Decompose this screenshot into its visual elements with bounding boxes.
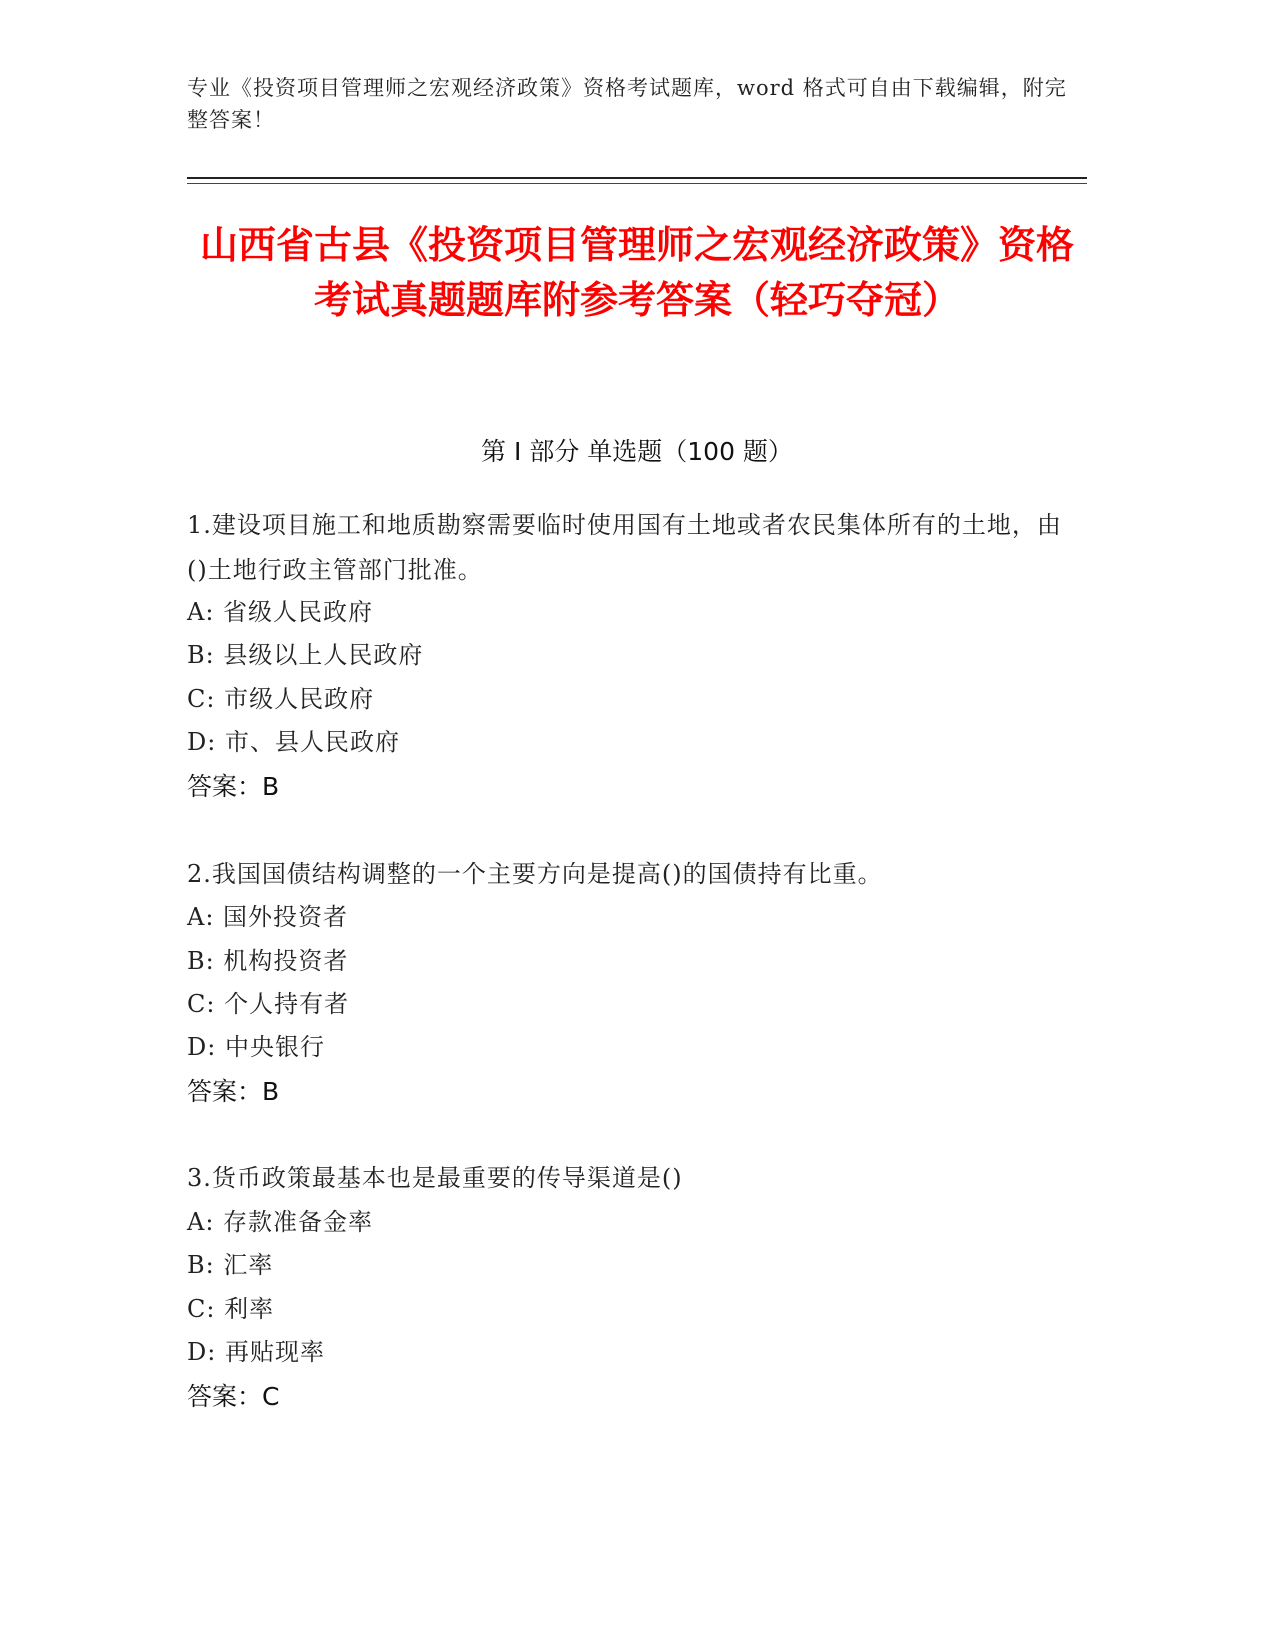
question-1-option-d: D: 市、县人民政府 (187, 728, 400, 756)
question-3-option-c: C: 利率 (187, 1295, 275, 1323)
question-2-answer: 答案：B (187, 1077, 280, 1106)
question-1-text: 1.建设项目施工和地质勘察需要临时使用国有土地或者农民集体所有的土地，由()土地行政主管部门批准。 (187, 511, 1062, 584)
question-3-text: 3.货币政策最基本也是最重要的传导渠道是() (187, 1164, 683, 1192)
question-2-option-c: C: 个人持有者 (187, 990, 350, 1018)
question-3-option-d: D: 再贴现率 (187, 1338, 325, 1366)
question-3-answer: 答案：C (187, 1382, 280, 1411)
question-1-option-a: A: 省级人民政府 (187, 598, 374, 626)
header-rule-thin (187, 183, 1087, 184)
question-2-option-a: A: 国外投资者 (187, 903, 349, 931)
question-1-option-c: C: 市级人民政府 (187, 685, 375, 713)
header-note: 专业《投资项目管理师之宏观经济政策》资格考试题库，word 格式可自由下载编辑，附完整答案！ (187, 76, 1067, 132)
question-2-option-d: D: 中央银行 (187, 1033, 325, 1061)
question-2-option-b: B: 机构投资者 (187, 947, 349, 975)
question-1-answer: 答案：B (187, 772, 280, 801)
question-1-option-b: B: 县级以上人民政府 (187, 641, 424, 669)
question-3-option-a: A: 存款准备金率 (187, 1208, 374, 1236)
document-title: 山西省古县《投资项目管理师之宏观经济政策》资格考试真题题库附参考答案（轻巧夺冠） (199, 223, 1074, 322)
section-heading: 第 I 部分 单选题（100 题） (481, 437, 793, 466)
question-2-text: 2.我国国债结构调整的一个主要方向是提高()的国债持有比重。 (187, 860, 883, 888)
question-3-option-b: B: 汇率 (187, 1251, 274, 1279)
header-rule-thick (187, 177, 1087, 179)
